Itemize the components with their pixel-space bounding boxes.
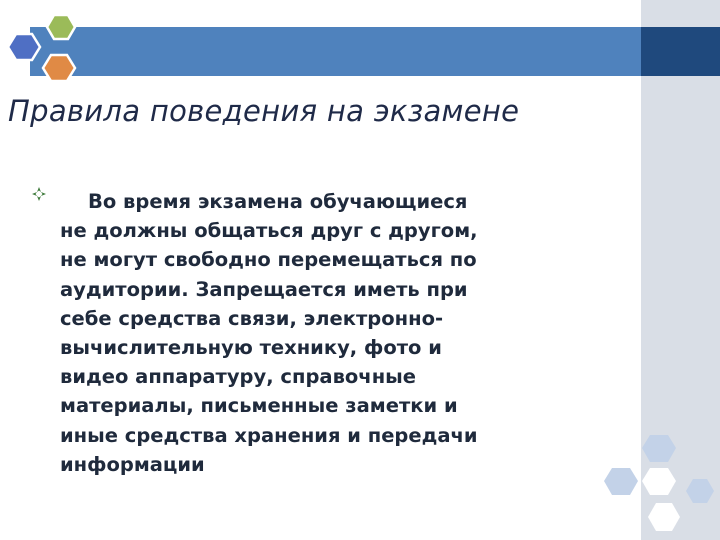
hexagon-cluster-icon [0, 10, 90, 90]
page-title: Правила поведения на экзамене [8, 94, 520, 128]
blue-hexagon [8, 34, 40, 60]
header-bar-dark-segment [641, 27, 720, 76]
decor-hexagon [642, 435, 676, 462]
decor-hexagon [648, 503, 680, 531]
header-bar [30, 27, 641, 76]
orange-hexagon [43, 55, 75, 81]
decor-hexagon [604, 468, 638, 495]
hexagon-decoration [600, 435, 720, 540]
diamond-bullet-icon [31, 186, 47, 202]
decor-hexagon [642, 468, 676, 495]
decor-hexagon [686, 479, 714, 503]
exam-rules-text: Во время экзамена обучающиеся не должны общаться друг с другом, не могут свободно перемещаться по аудитории. Запрещается иметь при себе средства связи, электронно- вычислительную технику, фото и видео аппаратуру, справочные материалы, письменные заметки и иные средства хранения и передачи информации [60, 190, 478, 476]
green-hexagon [47, 15, 75, 39]
